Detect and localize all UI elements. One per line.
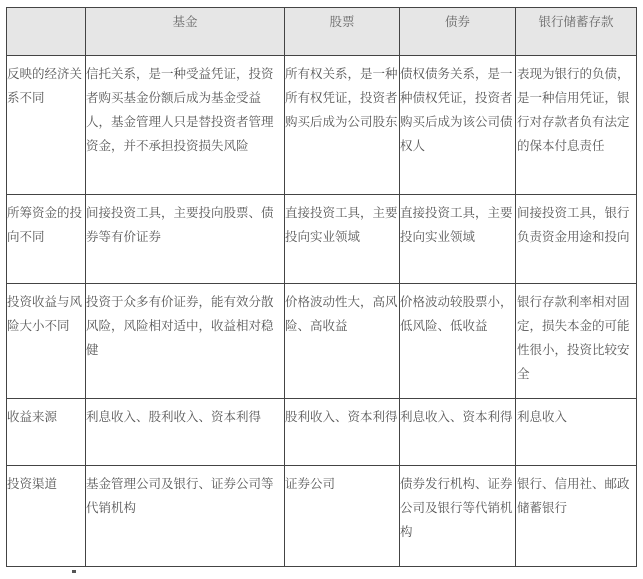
cell-text: 价格波动性大，高风险、高收益	[285, 294, 398, 333]
stock-cell	[285, 56, 400, 195]
cell-text: 债券发行机构、证券公司及银行等代销机构	[400, 476, 513, 539]
fund-cell	[86, 56, 285, 195]
stray-mark	[72, 570, 76, 573]
stock-cell	[285, 284, 400, 399]
table-row	[7, 56, 637, 195]
row-label-cell	[7, 56, 86, 195]
header-fund: 基金	[86, 8, 285, 56]
row-label-cell	[7, 195, 86, 284]
fund-cell	[86, 284, 285, 399]
bank-deposit-cell	[516, 56, 637, 195]
cell-text: 所有权关系，是一种所有权凭证，投资者购买后成为公司股东	[285, 66, 398, 129]
cell-text: 利息收入、资本利得	[400, 409, 513, 424]
row-label: 所筹资金的投向不同	[7, 205, 83, 244]
header-bank-deposit: 银行储蓄存款	[516, 8, 637, 56]
bond-cell	[400, 399, 516, 466]
table-row	[7, 195, 637, 284]
table-row	[7, 284, 637, 399]
header-bond: 债券	[400, 8, 516, 56]
cell-text: 信托关系，是一种受益凭证，投资者购买基金份额后成为基金受益人，基金管理人只是替投资者管理资金，并不承担投资损失风险	[86, 66, 274, 153]
bond-cell	[400, 195, 516, 284]
cell-text: 银行存款利率相对固定，损失本金的可能性很小，投资比较安全	[517, 294, 630, 381]
row-label: 投资收益与风险大小不同	[7, 294, 83, 333]
bank-deposit-cell	[516, 195, 637, 284]
bond-cell	[400, 284, 516, 399]
comparison-table	[6, 7, 637, 567]
comparison-table-container	[6, 7, 636, 567]
cell-text: 证券公司	[285, 476, 336, 491]
cell-text: 利息收入	[517, 409, 568, 424]
cell-text: 投资于众多有价证券，能有效分散风险，风险相对适中，收益相对稳健	[86, 294, 274, 357]
cell-text: 直接投资工具，主要投向实业领域	[285, 205, 398, 244]
header-stock: 股票	[285, 8, 400, 56]
table-row	[7, 466, 637, 567]
fund-cell	[86, 399, 285, 466]
row-label: 投资渠道	[7, 476, 58, 491]
row-label-cell	[7, 399, 86, 466]
cell-text: 股利收入、资本利得	[285, 409, 398, 424]
cell-text: 间接投资工具，银行负责资金用途和投向	[517, 205, 630, 244]
stock-cell	[285, 399, 400, 466]
cell-text: 价格波动较股票小，低风险、低收益	[400, 294, 513, 333]
bank-deposit-cell	[516, 399, 637, 466]
row-label: 反映的经济关系不同	[7, 66, 83, 105]
row-label-cell	[7, 284, 86, 399]
bond-cell	[400, 466, 516, 567]
bond-cell	[400, 56, 516, 195]
cell-text: 银行、信用社、邮政储蓄银行	[517, 476, 630, 515]
fund-cell	[86, 466, 285, 567]
fund-cell	[86, 195, 285, 284]
header-row	[7, 8, 637, 56]
cell-text: 基金管理公司及银行、证券公司等代销机构	[86, 476, 274, 515]
table-row	[7, 399, 637, 466]
cell-text: 间接投资工具，主要投向股票、债券等有价证券	[86, 205, 274, 244]
stock-cell	[285, 466, 400, 567]
row-label-cell	[7, 466, 86, 567]
bank-deposit-cell	[516, 466, 637, 567]
bank-deposit-cell	[516, 284, 637, 399]
stock-cell	[285, 195, 400, 284]
cell-text: 直接投资工具，主要投向实业领域	[400, 205, 513, 244]
cell-text: 债权债务关系，是一种债权凭证，投资者购买后成为该公司债权人	[400, 66, 513, 153]
header-corner-cell	[7, 8, 86, 56]
row-label: 收益来源	[7, 409, 58, 424]
cell-text: 表现为银行的负债，是一种信用凭证，银行对存款者负有法定的保本付息责任	[517, 66, 630, 153]
cell-text: 利息收入、股利收入、资本利得	[86, 409, 262, 424]
